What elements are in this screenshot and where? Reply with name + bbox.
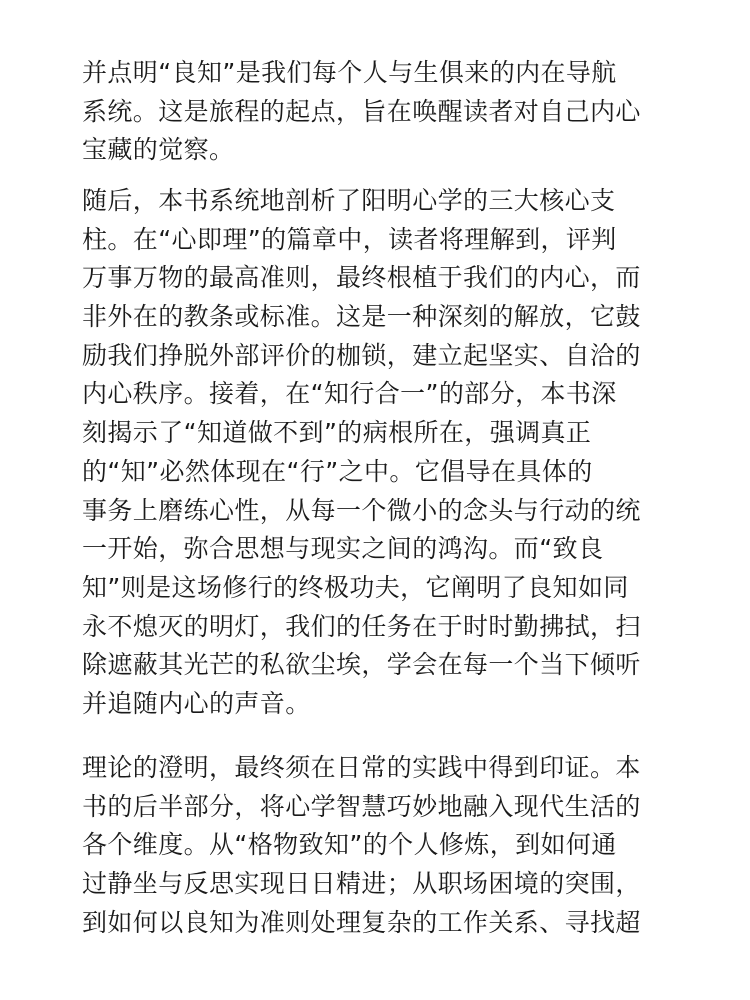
- text-line: 系统。这是旅程的起点，旨在唤醒读者对自己内心: [82, 96, 641, 126]
- text-line: 过静坐与反思实现日日精进；从职场困境的突围，: [82, 869, 641, 899]
- text-line: 知”则是这场修行的终极功夫，它阐明了良知如同: [82, 572, 629, 602]
- text-line: 理论的澄明，最终须在日常的实践中得到印证。本: [82, 753, 641, 782]
- text-line: 刻揭示了“知道做不到”的病根所在，强调真正: [82, 418, 592, 448]
- text-line: 柱。在“心即理”的篇章中，读者将理解到，评判: [82, 224, 617, 254]
- text-line: 并追随内心的声音。: [82, 688, 311, 718]
- text-line: 并点明“良知”是我们每个人与生俱来的内在导航: [82, 58, 617, 87]
- text-line: 宝藏的觉察。: [82, 135, 235, 165]
- text-line: 一开始，弥合思想与现实之间的鸿沟。而“致良: [82, 534, 604, 564]
- text-line: 各个维度。从“格物致知”的个人修炼，到如何通: [82, 830, 617, 860]
- text-line: 除遮蔽其光芒的私欲尘埃，学会在每一个当下倾听: [82, 650, 641, 680]
- text-line: 随后，本书系统地剖析了阳明心学的三大核心支: [82, 186, 616, 215]
- text-line: 万事万物的最高准则，最终根植于我们的内心，而: [82, 263, 641, 293]
- text-line: 事务上磨练心性，从每一个微小的念头与行动的统: [82, 495, 641, 525]
- text-line: 的“知”必然体现在“行”之中。它倡导在具体的: [82, 456, 593, 486]
- paragraph-3: [82, 749, 682, 942]
- text-line: 非外在的教条或标准。这是一种深刻的解放，它鼓: [82, 302, 641, 332]
- text-line: 内心秩序。接着，在“知行合一”的部分，本书深: [82, 379, 617, 409]
- text-line: 励我们挣脱外部评价的枷锁，建立起坚实、自洽的: [82, 340, 641, 370]
- text-line: 到如何以良知为准则处理复杂的工作关系、寻找超: [82, 907, 641, 937]
- text-line: 书的后半部分，将心学智慧巧妙地融入现代生活的: [82, 791, 641, 821]
- text-line: 永不熄灭的明灯，我们的任务在于时时勤拂拭，扫: [82, 611, 641, 641]
- paragraph-2: [82, 182, 682, 724]
- paragraph-1: [82, 54, 682, 170]
